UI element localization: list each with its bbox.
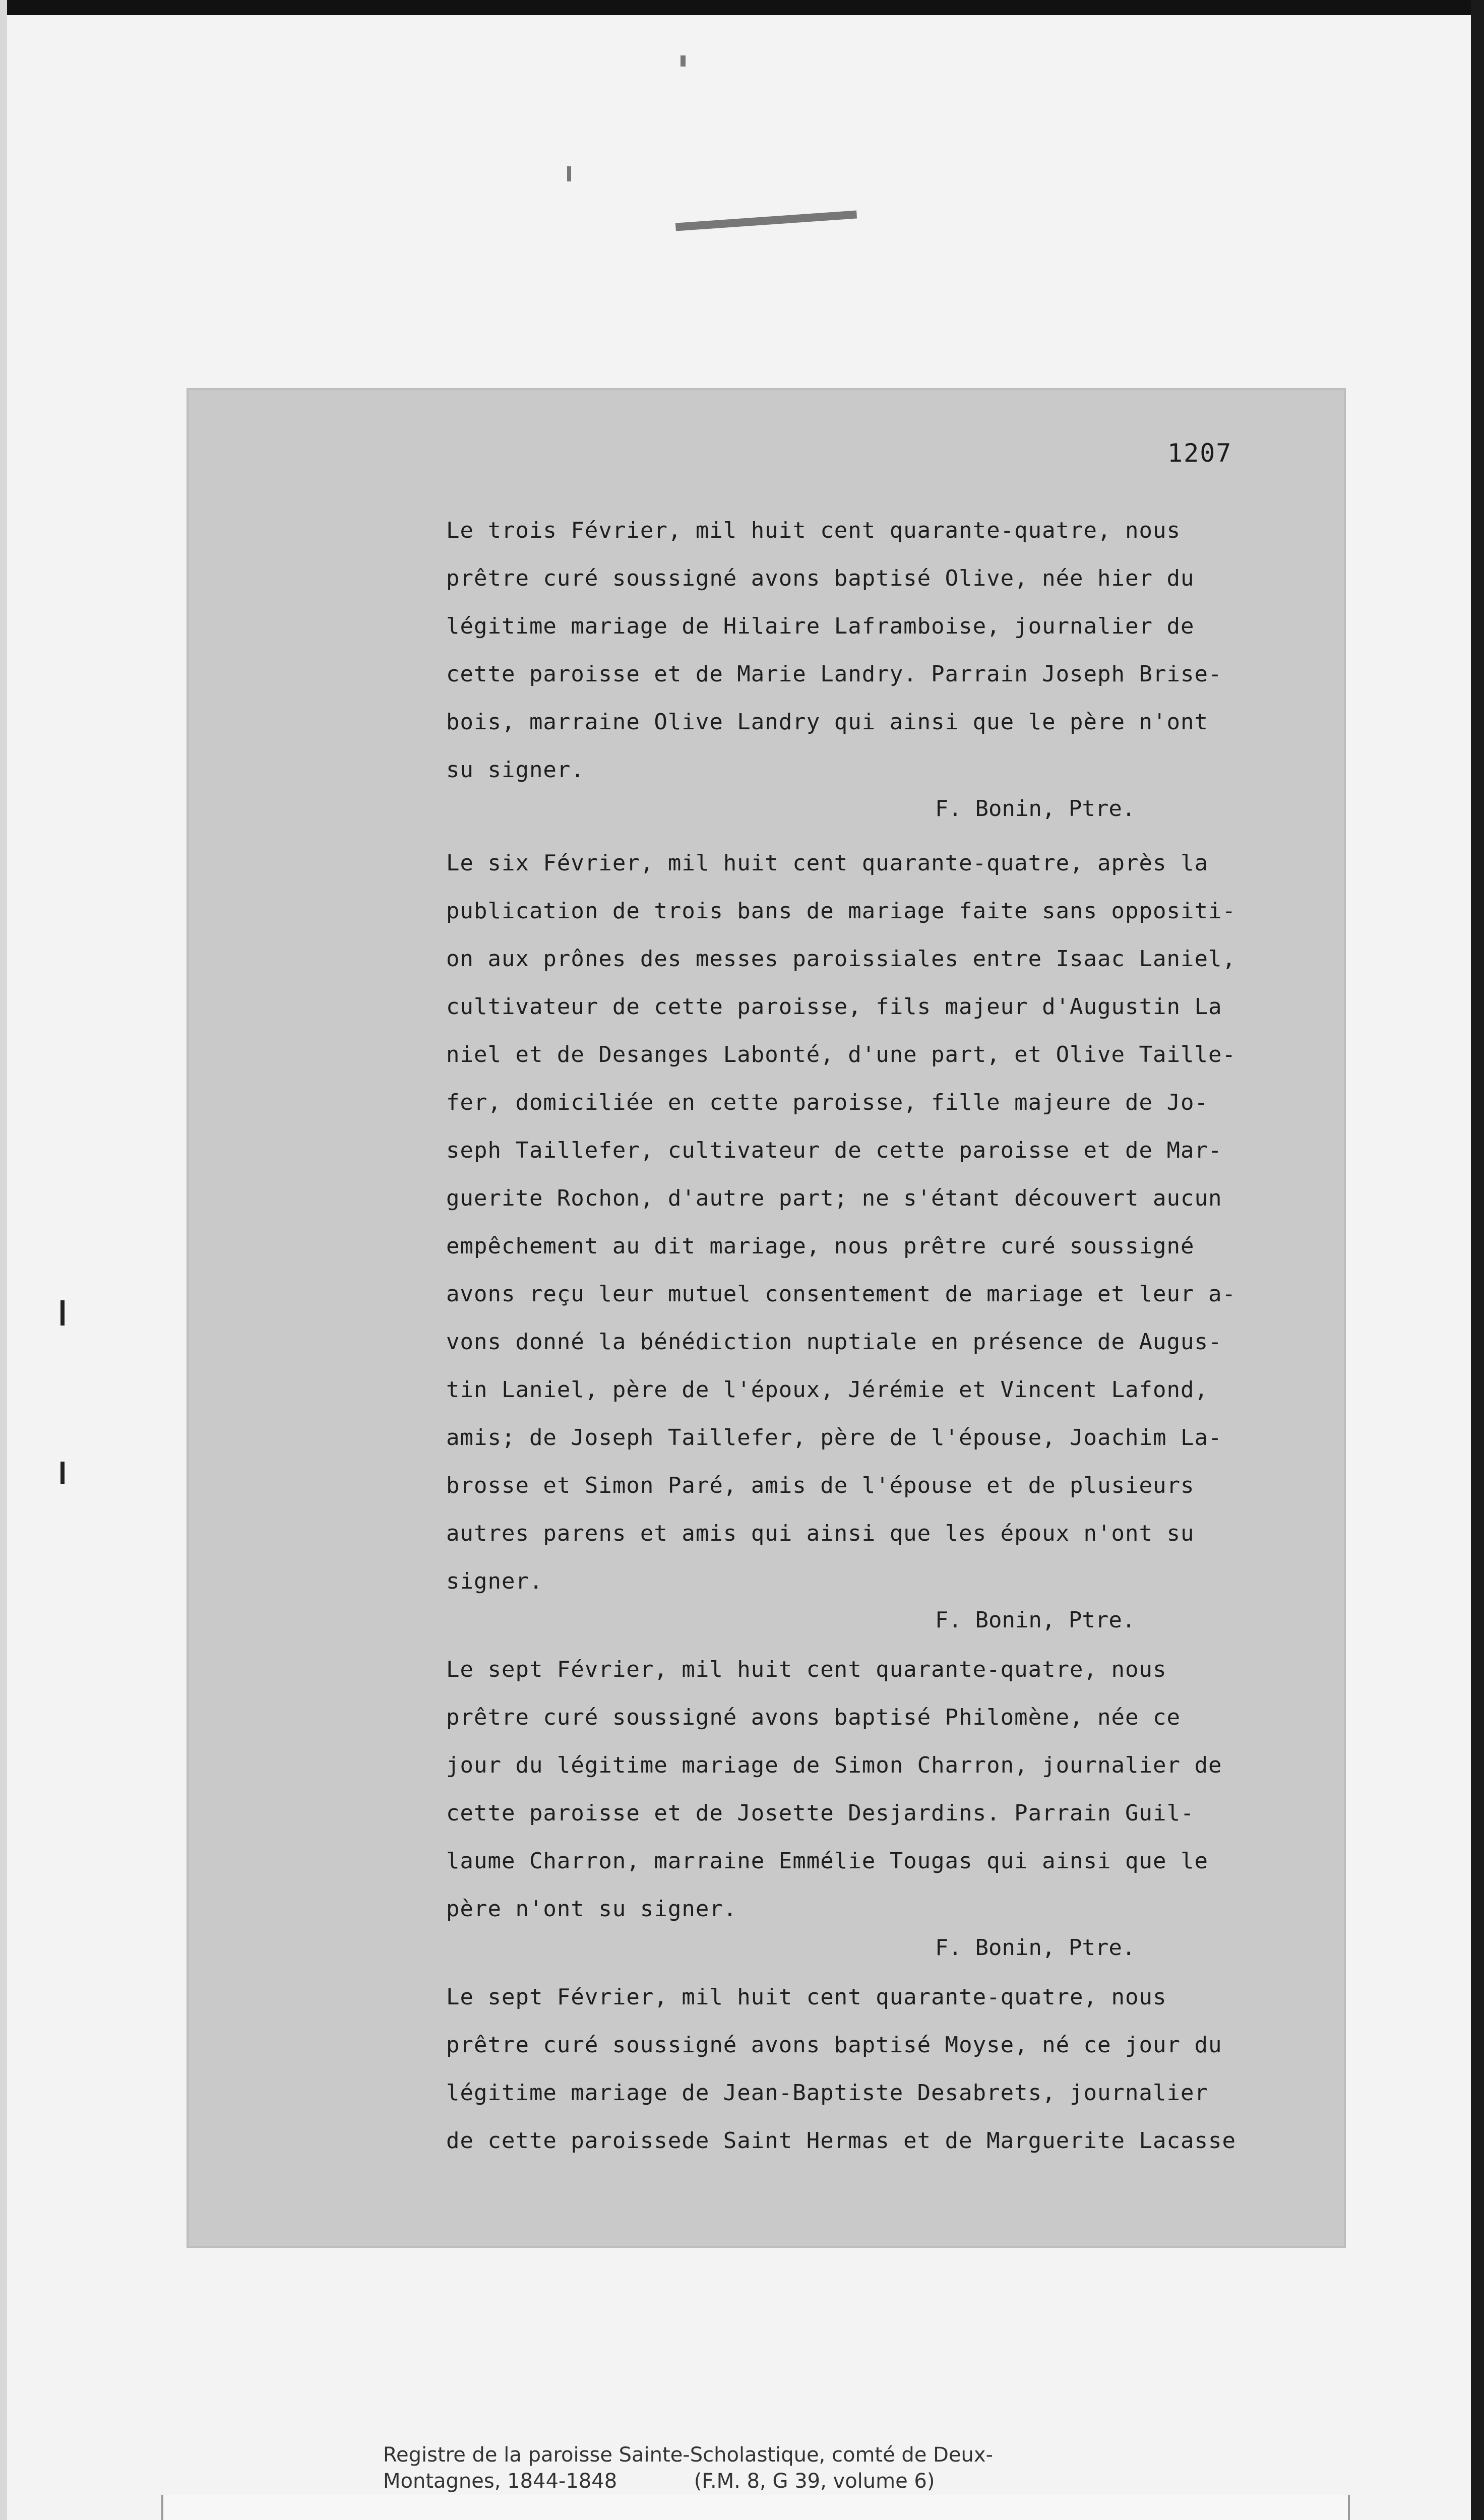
entry-line: de cette paroissede Saint Hermas et de Marguerite Lacasse — [446, 2128, 1236, 2154]
entry-line: légitime mariage de Jean-Baptiste Desabrets, journalier — [446, 2080, 1208, 2106]
entry-line: empêchement au dit mariage, nous prêtre curé soussigné — [446, 1233, 1195, 1259]
register-entry-baptism-philomene — [446, 1646, 1278, 1963]
entry-line: tin Laniel, père de l'époux, Jérémie et Vincent Lafond, — [446, 1377, 1208, 1403]
entry-line: on aux prônes des messes paroissiales entre Isaac Laniel, — [446, 946, 1236, 972]
entry-line: légitime mariage de Hilaire Laframboise, journalier de — [446, 613, 1195, 639]
entry-line: su signer. — [446, 757, 585, 783]
entry-line: niel et de Desanges Labonté, d'une part, et Olive Taille- — [446, 1042, 1236, 1067]
register-entry-baptism-moyse — [446, 1973, 1278, 2165]
entry-line: avons reçu leur mutuel consentement de mariage et leur a- — [446, 1281, 1236, 1307]
entry-line: signer. — [446, 1568, 543, 1594]
register-entry-marriage-laniel — [446, 839, 1278, 1635]
entry-line: seph Taillefer, cultivateur de cette paroisse et de Mar- — [446, 1138, 1222, 1163]
entry-line: fer, domiciliée en cette paroisse, fille majeure de Jo- — [446, 1090, 1208, 1115]
dust-speck — [675, 210, 857, 231]
entry-line: bois, marraine Olive Landry qui ainsi que le père n'ont — [446, 709, 1208, 735]
entry-line: cultivateur de cette paroisse, fils majeur d'Augustin La — [446, 994, 1222, 1020]
register-entry-baptism-olive — [446, 507, 1278, 824]
dust-speck — [681, 55, 686, 67]
entry-line: cette paroisse et de Josette Desjardins. Parrain Guil- — [446, 1800, 1195, 1826]
entry-signature: F. Bonin, Ptre. — [935, 1607, 1136, 1633]
entry-line: prêtre curé soussigné avons baptisé Philomène, née ce — [446, 1705, 1181, 1730]
entry-line: publication de trois bans de mariage faite sans oppositi- — [446, 898, 1236, 924]
entry-line: Le sept Février, mil huit cent quarante-quatre, nous — [446, 1984, 1167, 2010]
source-reference — [383, 2442, 1139, 2494]
film-frame-right — [1471, 0, 1484, 2520]
register-page — [187, 388, 1346, 2248]
entry-signature: F. Bonin, Ptre. — [935, 796, 1136, 822]
entry-line: amis; de Joseph Taillefer, père de l'épouse, Joachim La- — [446, 1425, 1222, 1451]
entry-line: Le trois Février, mil huit cent quarante-quatre, nous — [446, 518, 1181, 543]
film-frame-top — [0, 0, 1484, 15]
dust-speck — [60, 1300, 65, 1326]
page-number: 1207 — [1167, 438, 1232, 468]
entry-line: autres parens et amis qui ainsi que les époux n'ont su — [446, 1521, 1195, 1546]
entry-line: Le six Février, mil huit cent quarante-quatre, après la — [446, 850, 1208, 876]
entry-line: vons donné la bénédiction nuptiale en présence de Augus- — [446, 1329, 1222, 1355]
entry-line: Le sept Février, mil huit cent quarante-quatre, nous — [446, 1657, 1167, 1682]
dust-speck — [60, 1462, 65, 1484]
archives-stamp — [161, 2495, 1350, 2520]
entry-line: laume Charron, marraine Emmélie Tougas qui ainsi que le — [446, 1848, 1208, 1874]
entry-line: brosse et Simon Paré, amis de l'épouse et de plusieurs — [446, 1473, 1195, 1498]
source-reference-line: Montagnes, 1844-1848 (F.M. 8, G 39, volume 6) — [383, 2470, 935, 2493]
entry-line: père n'ont su signer. — [446, 1896, 737, 1922]
dust-speck — [567, 166, 571, 181]
entry-line: jour du légitime mariage de Simon Charron, journalier de — [446, 1752, 1222, 1778]
entry-line: cette paroisse et de Marie Landry. Parrain Joseph Brise- — [446, 661, 1222, 687]
film-frame-left — [0, 0, 7, 2520]
entry-line: prêtre curé soussigné avons baptisé Olive, née hier du — [446, 565, 1195, 591]
entry-line: guerite Rochon, d'autre part; ne s'étant découvert aucun — [446, 1185, 1222, 1211]
entry-signature: F. Bonin, Ptre. — [935, 1935, 1136, 1961]
entry-line: prêtre curé soussigné avons baptisé Moyse, né ce jour du — [446, 2032, 1222, 2058]
source-reference-line: Registre de la paroisse Sainte-Scholastique, comté de Deux- — [383, 2443, 993, 2467]
